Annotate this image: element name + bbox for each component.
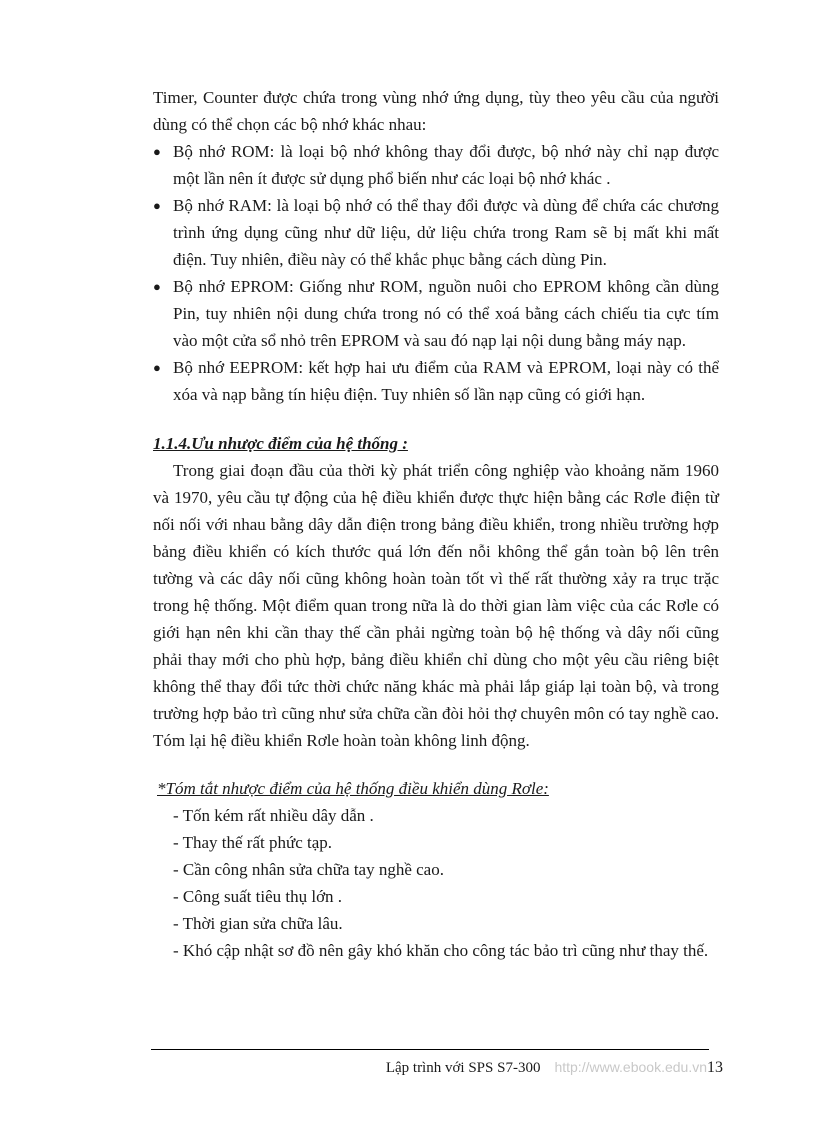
list-item — [153, 192, 719, 273]
list-item: - Thời gian sửa chữa lâu. — [173, 914, 343, 933]
page-footer — [151, 1057, 723, 1078]
memory-types-list — [153, 138, 719, 408]
list-item: - Thay thế rất phức tạp. — [173, 833, 333, 852]
bullet-text: Bộ nhớ ROM: là loại bộ nhớ không thay đổi được, bộ nhớ này chỉ nạp được một lần nên ít được sử dụng phổ biến như các loại bộ nhớ khác . — [173, 142, 719, 188]
page-body — [153, 84, 719, 964]
footer-divider — [151, 1049, 709, 1050]
intro-paragraph: Timer, Counter được chứa trong vùng nhớ ứng dụng, tùy theo yêu cầu của người dùng có thể chọn các bộ nhớ khác nhau: — [153, 88, 719, 134]
footer-title: Lập trình với SPS S7-300 — [385, 1060, 541, 1076]
bullet-text: Bộ nhớ RAM: là loại bộ nhớ có thể thay đổi được và dùng để chứa các chương trình ứng dụng cũng như dữ liệu, dử liệu chứa trong Ram sẽ bị mất khi mất điện. Tuy nhiên, điều này có thể khắc phục bằng cách dùng Pin. — [173, 196, 719, 269]
bullet-icon: ● — [153, 198, 161, 213]
list-item: - Cần công nhân sửa chữa tay nghề cao. — [173, 860, 444, 879]
summary-heading: *Tóm tắt nhược điểm của hệ thống điều khiển dùng Rơle: — [157, 779, 549, 798]
bullet-icon: ● — [153, 144, 161, 159]
section-heading: 1.1.4.Ưu nhược điểm của hệ thống : — [153, 434, 408, 453]
list-item — [153, 138, 719, 192]
list-item — [153, 273, 719, 354]
body-paragraph: Trong giai đoạn đầu của thời kỳ phát triển công nghiệp vào khoảng năm 1960 và 1970, yêu cầu tự động của hệ điều khiển được thực hiện bằng các Rơle điện từ nối nối với nhau bằng dây dẫn điện trong bảng điều khiển, trong nhiều trường hợp bảng điều khiển có kích thước quá lớn đến nỗi không thể gắn toàn bộ lên trên tường và các dây nối cũng không hoàn toàn tốt vì thế rất thường xảy ra trục trặc trong hệ thống. Một điểm quan trong nữa là do thời gian làm việc của các Rơle có giới hạn nên khi cần thay thế cần phải ngừng toàn bộ hệ thống và dây nối cũng phải thay mới cho phù hợp, bảng điều khiển chỉ dùng cho một yêu cầu riêng biệt không thể thay đổi tức thời chức năng khác mà phải lắp giáp lại toàn bộ, và trong trường hợp bảo trì cũng như sửa chữa cần đòi hỏi thợ chuyên môn có tay nghề cao. Tóm lại hệ điều khiển Rơle hoàn toàn không linh động. — [153, 461, 719, 750]
list-item: - Khó cập nhật sơ đồ nên gây khó khăn cho công tác bảo trì cũng như thay thế. — [173, 941, 709, 960]
list-item: - Tốn kém rất nhiều dây dẫn . — [173, 806, 374, 825]
list-item — [153, 354, 719, 408]
bullet-text: Bộ nhớ EEPROM: kết hợp hai ưu điểm của RAM và EPROM, loại này có thể xóa và nạp bằng tín hiệu điện. Tuy nhiên số lần nạp cũng có giới hạn. — [173, 358, 719, 404]
bullet-icon: ● — [153, 360, 161, 375]
bullet-icon: ● — [153, 279, 161, 294]
summary-list — [153, 802, 719, 964]
bullet-text: Bộ nhớ EPROM: Giống như ROM, nguồn nuôi cho EPROM không cần dùng Pin, tuy nhiên nội dung chứa trong nó có thể xoá bằng cách chiếu tia cực tím vào một cửa sổ nhỏ trên EPROM và sau đó nạp lại nội dung bằng máy nạp. — [173, 277, 719, 350]
page-number: 13 — [707, 1059, 723, 1076]
footer-url[interactable]: http://www.ebook.edu.vn — [554, 1059, 707, 1075]
list-item: - Công suất tiêu thụ lớn . — [173, 887, 343, 906]
